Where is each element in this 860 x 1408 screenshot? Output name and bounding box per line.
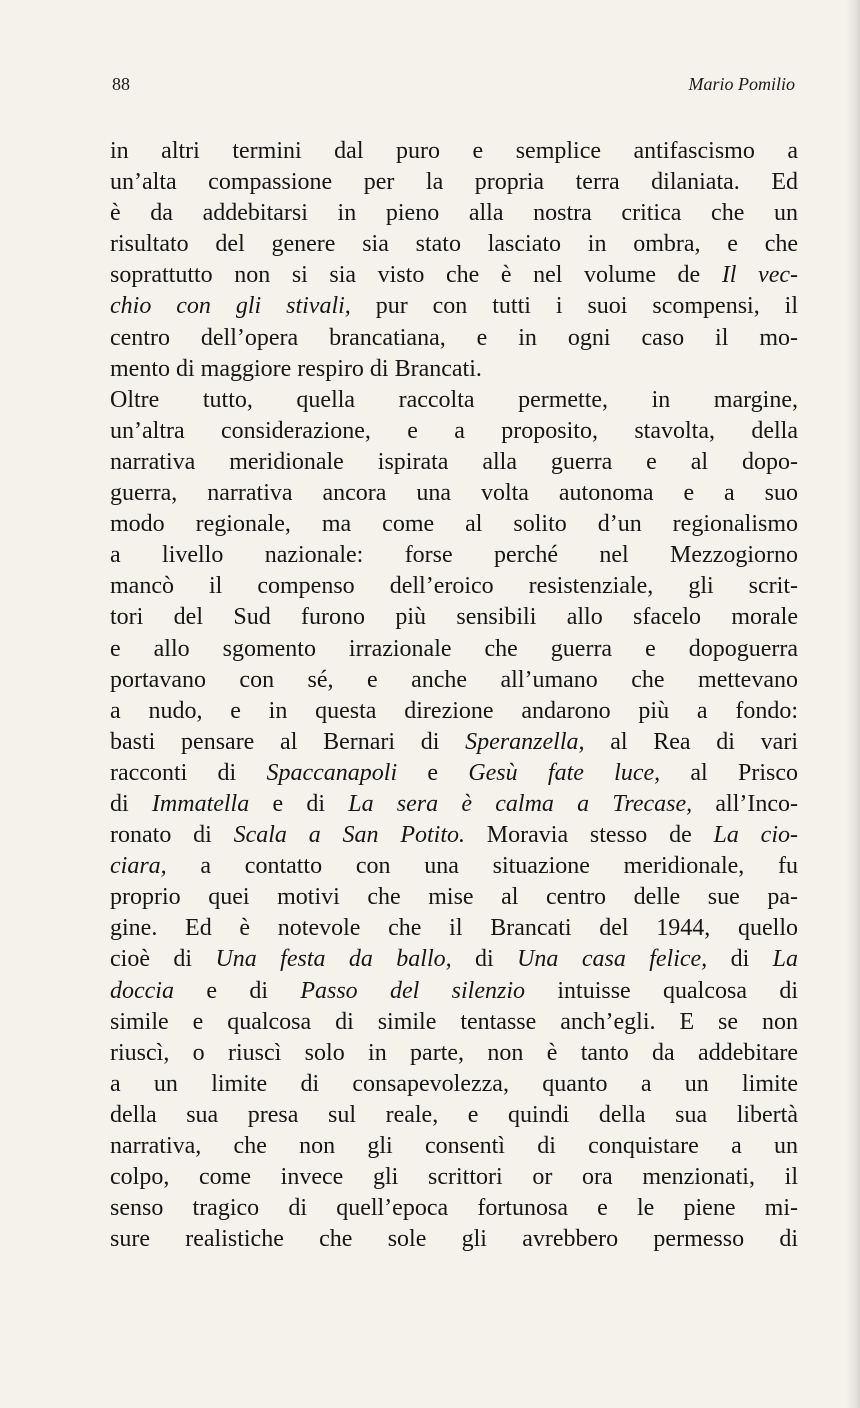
text-run: pur con tutti i suoi scompensi, il [350, 293, 798, 320]
text-run: gine. Ed è notevole che il Brancati del 1944, quello [110, 915, 798, 942]
text-line [110, 229, 798, 260]
italic-title: Una festa da ballo, [215, 946, 452, 973]
text-line [110, 540, 798, 571]
text-line [110, 976, 798, 1007]
text-run: modo regionale, ma come al solito d’un regionalismo [110, 511, 798, 538]
text-run: risultato del genere sia stato lasciato in ombra, e che [110, 231, 798, 258]
text-run: a livello nazionale: forse perché nel Mezzogiorno [110, 542, 798, 569]
text-line [110, 913, 798, 944]
text-run: Oltre tutto, quella raccolta permette, in margine, [110, 386, 798, 413]
text-run: della sua presa sul reale, e quindi della sua libertà [110, 1101, 798, 1128]
text-run: a un limite di consapevolezza, quanto a un limite [110, 1070, 798, 1097]
text-run: centro dell’opera brancatiana, e in ogni caso il mo- [110, 324, 798, 351]
text-line [110, 1162, 798, 1193]
text-run: senso tragico di quell’epoca fortunosa e le piene mi- [110, 1195, 798, 1222]
text-line [110, 385, 798, 416]
text-line [110, 167, 798, 198]
text-run: al Prisco [660, 759, 798, 786]
italic-title: Speranzella, [465, 728, 585, 755]
text-run: Moravia stesso de [465, 822, 714, 849]
text-run: di [451, 946, 518, 973]
text-run: intuisse qualcosa di [525, 977, 799, 1004]
italic-title: Immatella [151, 790, 250, 817]
text-run: di [707, 946, 773, 973]
text-line [110, 1038, 798, 1069]
text-line [110, 354, 798, 385]
text-line [110, 136, 798, 167]
text-run: e [397, 759, 469, 786]
text-run: mento di maggiore respiro di Brancati. [110, 355, 482, 382]
text-run: ronato di [110, 822, 234, 849]
text-run: sure realistiche che sole gli avrebbero permesso di [110, 1226, 798, 1253]
text-line [110, 665, 798, 696]
text-line [110, 696, 798, 727]
text-line [110, 1224, 798, 1255]
text-line [110, 882, 798, 913]
italic-title: La sera è calma a Trecase, [348, 790, 693, 817]
text-run: mancò il compenso dell’eroico resistenziale, gli scrit- [110, 573, 798, 600]
text-run: guerra, narrativa ancora una volta autonoma e a suo [110, 480, 798, 507]
text-line [110, 602, 798, 633]
text-line [110, 1069, 798, 1100]
text-line [110, 1007, 798, 1038]
text-line [110, 1193, 798, 1224]
text-run: colpo, come invece gli scrittori or ora menzionati, il [110, 1164, 798, 1191]
text-run: proprio quei motivi che mise al centro delle sue pa- [110, 884, 798, 911]
text-run: portavano con sé, e anche all’umano che mettevano [110, 666, 798, 693]
text-line [110, 416, 798, 447]
italic-title: doccia [110, 977, 174, 1004]
italic-title: Il vec- [721, 262, 799, 289]
text-line [110, 727, 798, 758]
text-line [110, 758, 798, 789]
text-run: cioè di [110, 946, 216, 973]
text-run: un’altra considerazione, e a proposito, stavolta, della [110, 417, 798, 444]
running-head-author: Mario Pomilio [688, 74, 795, 94]
text-run: tori del Sud furono più sensibili allo sfacelo morale [110, 604, 798, 631]
text-run: di [110, 790, 152, 817]
text-run: basti pensare al Bernari di [110, 728, 466, 755]
text-run: a contatto con una situazione meridionale, fu [166, 853, 798, 880]
running-head [112, 74, 795, 98]
text-line [110, 260, 798, 291]
page-number: 88 [112, 74, 130, 94]
text-run: all’Inco- [692, 790, 798, 817]
text-line [110, 291, 798, 322]
page-edge-shadow [846, 0, 860, 1408]
text-line [110, 198, 798, 229]
italic-title: Passo del silenzio [300, 977, 526, 1004]
text-run: soprattutto non si sia visto che è nel volume de [110, 262, 722, 289]
italic-title: ciara, [110, 853, 167, 880]
text-line [110, 571, 798, 602]
text-run: a nudo, e in questa direzione andarono più a fondo: [110, 697, 798, 724]
italic-title: Scala a San Potito. [233, 822, 465, 849]
text-run: è da addebitarsi in pieno alla nostra critica che un [110, 200, 798, 227]
body-text [110, 136, 798, 1255]
text-line [110, 851, 798, 882]
text-line [110, 634, 798, 665]
text-run: un’alta compassione per la propria terra dilaniata. Ed [110, 169, 798, 196]
text-line [110, 447, 798, 478]
text-run: narrativa, che non gli consentì di conquistare a un [110, 1133, 798, 1159]
text-run: al Rea di vari [584, 728, 798, 755]
text-run: e allo sgomento irrazionale che guerra e dopoguerra [110, 635, 798, 662]
text-run: narrativa meridionale ispirata alla guerra e al dopo- [110, 448, 798, 475]
text-run: racconti di [110, 759, 267, 786]
italic-title: Spaccanapoli [266, 759, 398, 786]
text-line [110, 789, 798, 820]
text-line [110, 323, 798, 354]
italic-title: La cio- [713, 822, 798, 849]
text-line [110, 820, 798, 851]
italic-title: La [772, 946, 798, 973]
text-line [110, 944, 798, 975]
italic-title: Una casa felice, [517, 946, 708, 973]
text-run: in altri termini dal puro e semplice antifascismo a [110, 138, 798, 164]
text-line [110, 509, 798, 540]
text-run: riuscì, o riuscì solo in parte, non è tanto da addebitare [110, 1039, 798, 1066]
text-run: simile e qualcosa di simile tentasse anch’egli. E se non [110, 1008, 798, 1035]
text-run: e di [249, 790, 349, 817]
text-line [110, 1131, 798, 1162]
text-run: e di [173, 977, 301, 1004]
italic-title: chio con gli stivali, [110, 293, 351, 320]
italic-title: Gesù fate luce, [468, 759, 661, 786]
text-line [110, 478, 798, 509]
text-line [110, 1100, 798, 1131]
